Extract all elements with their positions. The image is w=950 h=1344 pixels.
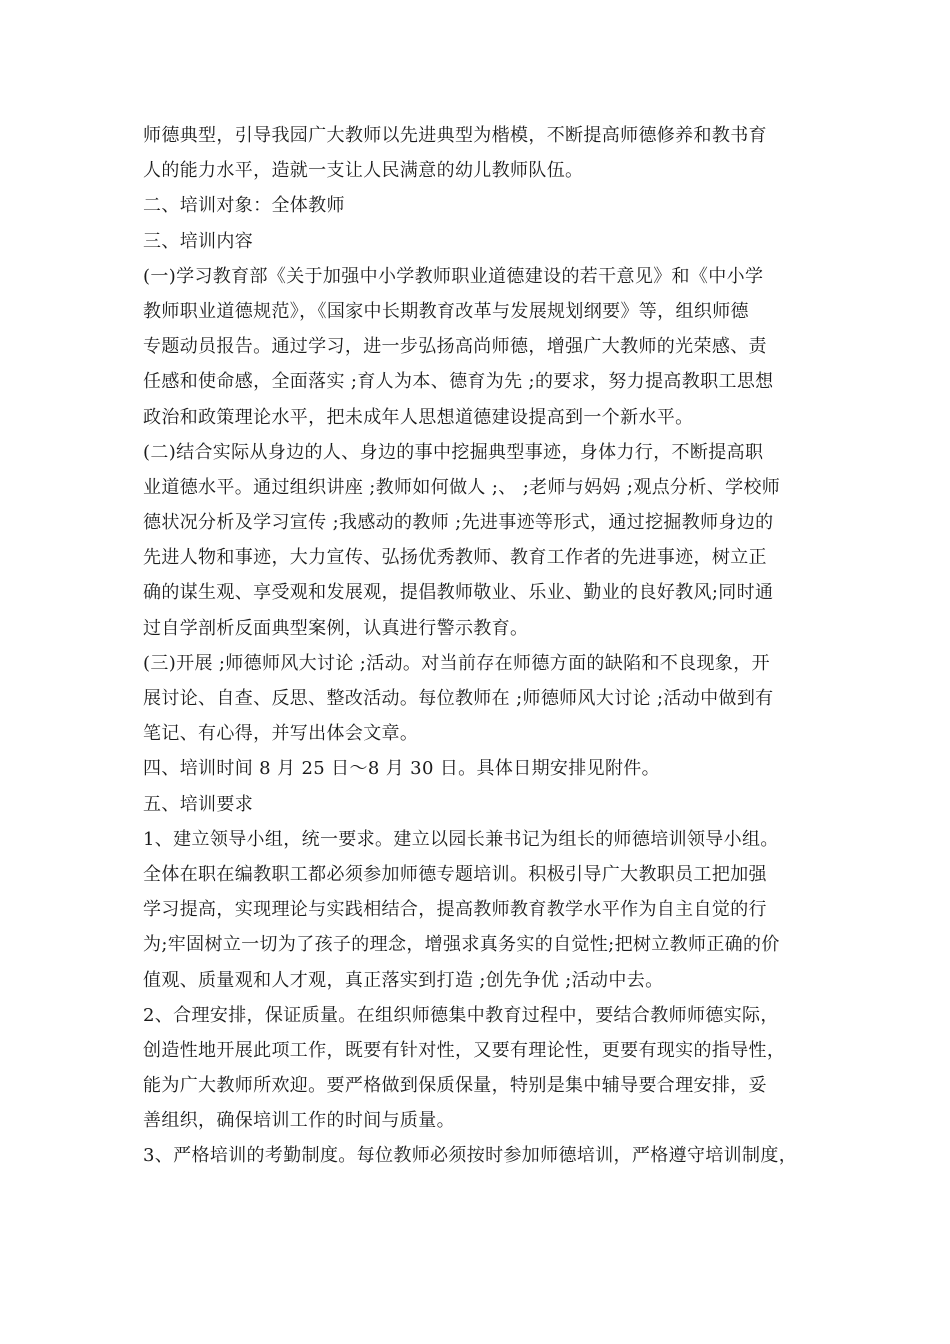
text-line: 师德典型，引导我园广大教师以先进典型为楷模，不断提高师德修养和教书育 (143, 125, 767, 146)
text-line: 过自学剖析反面典型案例，认真进行警示教育。 (143, 617, 529, 639)
text-line: 业道德水平。通过组织讲座 ;教师如何做人 ;、 ;老师与妈妈 ;观点分析、学校师 (143, 476, 781, 498)
text-line: 为;牢固树立一切为了孩子的理念，增强求真务实的自觉性;把树立教师正确的价 (143, 934, 780, 956)
text-line: 展讨论、自查、反思、整改活动。每位教师在 ;师德师风大讨论 ;活动中做到有 (143, 688, 774, 709)
text-line: 创造性地开展此项工作，既要有针对性，又要有理论性，更要有现实的指导性， (143, 1039, 786, 1061)
section-heading: 二、培训对象：全体教师 (143, 195, 345, 217)
text-line: 德状况分析及学习宣传 ;我感动的教师 ;先进事迹等形式，通过挖掘教师身边的 (143, 512, 774, 534)
text-line: 政治和政策理论水平，把未成年人思想道德建设提高到一个新水平。 (143, 406, 694, 428)
text-line: 先进人物和事迹，大力宣传、弘扬优秀教师、教育工作者的先进事迹，树立正 (143, 547, 767, 569)
text-line: 笔记、有心得，并写出体会文章。 (143, 723, 419, 745)
text-line: 人的能力水平，造就一支让人民满意的幼儿教师队伍。 (143, 160, 584, 182)
text-line: 专题动员报告。通过学习，进一步弘扬高尚师德，增强广大教师的光荣感、责 (143, 336, 767, 358)
text-line: 2、合理安排，保证质量。在组织师德集中教育过程中，要结合教师师德实际， (143, 1004, 779, 1026)
text-line: 值观、质量观和人才观，真正落实到打造 ;创先争优 ;活动中去。 (143, 969, 664, 991)
text-line: 3、严格培训的考勤制度。每位教师必须按时参加师德培训，严格遵守培训制度， (143, 1145, 798, 1167)
text-line: 教师职业道德规范》，《国家中长期教育改革与发展规划纲要》等，组织师德 (143, 300, 749, 322)
document-body (143, 118, 833, 1174)
text-line: 全体在职在编教职工都必须参加师德专题培训。积极引导广大教职员工把加强 (143, 863, 767, 885)
text-line: 善组织，确保培训工作的时间与质量。 (143, 1110, 455, 1132)
text-line: 1、建立领导小组，统一要求。建立以园长兼书记为组长的师德培训领导小组。 (143, 828, 779, 850)
text-line: (一)学习教育部《关于加强中小学教师职业道德建设的若干意见》和《中小学 (143, 265, 764, 287)
section-heading: 四、培训时间 8 月 25 日～8 月 30 日。具体日期安排见附件。 (143, 758, 661, 780)
section-heading: 五、培训要求 (143, 793, 254, 815)
text-line: (二)结合实际从身边的人、身边的事中挖掘典型事迹，身体力行，不断提高职 (143, 441, 764, 463)
text-line: 能为广大教师所欢迎。要严格做到保质保量，特别是集中辅导要合理安排，妥 (143, 1075, 767, 1097)
text-line: (三)开展 ;师德师风大讨论 ;活动。对当前存在师德方面的缺陷和不良现象，开 (143, 652, 770, 674)
text-line: 学习提高，实现理论与实践相结合，提高教师教育教学水平作为自主自觉的行 (143, 899, 767, 921)
section-heading: 三、培训内容 (143, 230, 254, 252)
text-line: 任感和使命感，全面落实 ;育人为本、德育为先 ;的要求，努力提高教职工思想 (143, 371, 774, 393)
text-line: 确的谋生观、享受观和发展观，提倡教师敬业、乐业、勤业的良好教风;同时通 (143, 582, 774, 604)
